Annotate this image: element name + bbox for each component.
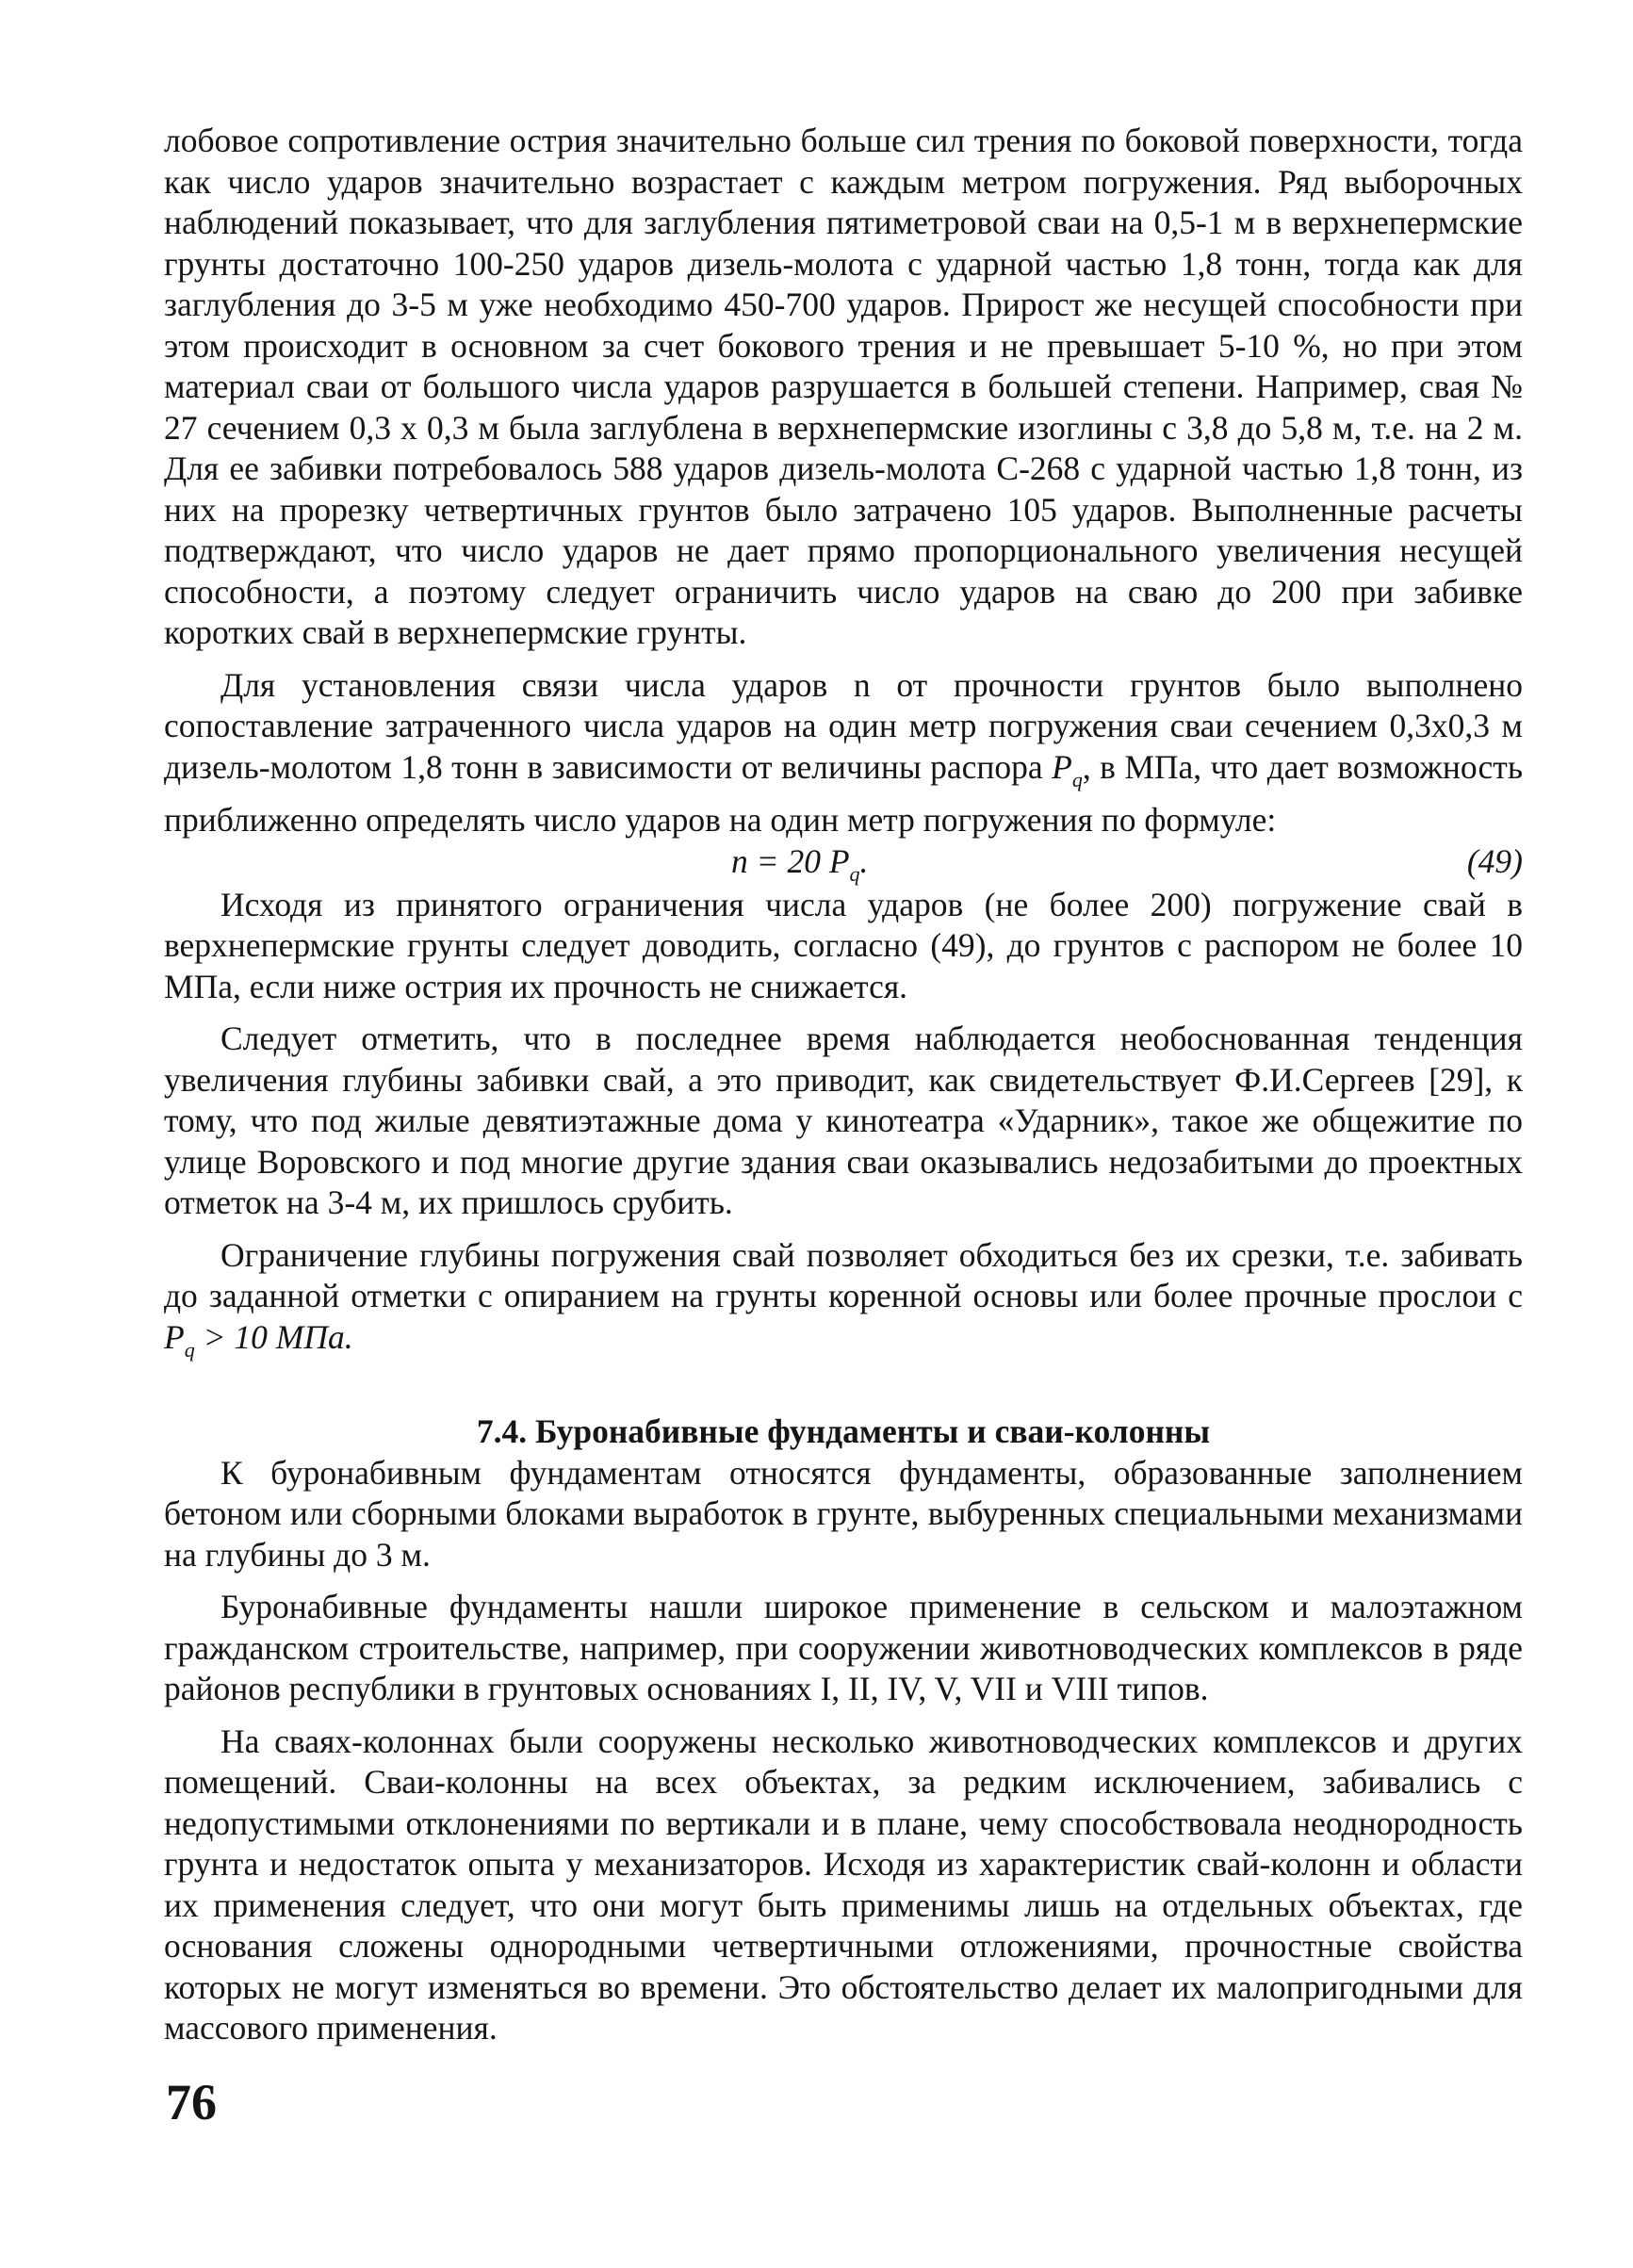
paragraph-text: Ограничение глубины погружения свай позволяет обходиться без их срезки, т.е. забивать до заданной отметки с опиранием на грунты коренной основы или более прочные прослои с xyxy=(164,1235,1523,1314)
formula-tail: . xyxy=(859,841,869,880)
page-number: 76 xyxy=(166,2074,217,2130)
paragraph-text: > 10 МПа. xyxy=(194,1317,353,1356)
paragraph xyxy=(164,1235,1523,1371)
pressure-symbol: P xyxy=(1052,747,1072,786)
paragraph-text: , в МПа, что дает возможность приближенно определять число ударов на один метр погружения по формуле: xyxy=(164,747,1524,839)
paragraph: Исходя из принятого ограничения числа ударов (не более 200) погружение свай в верхнепермские грунты следует доводить, согласно (49), до грунтов с распором не более 10 МПа, если ниже острия их прочность не снижается. xyxy=(164,885,1523,1005)
formula-49 xyxy=(164,841,1523,885)
formula-lhs: n = 20 xyxy=(731,841,829,880)
formula-symbol: P xyxy=(828,841,850,880)
section-title: 7.4. Буронабивные фундаменты и сваи-колонны xyxy=(476,1412,1211,1450)
pressure-symbol: P xyxy=(164,1317,185,1356)
pressure-subscript: q xyxy=(184,1337,195,1362)
paragraph-text: Для установления связи числа ударов n от прочности грунтов было выполнено сопоставление затраченного числа ударов на один метр погружения сваи сечением 0,3х0,3 м дизель-молотом 1,8 тонн в зависимости от величины распора xyxy=(164,665,1523,786)
formula-subscript: q xyxy=(849,861,860,886)
pressure-subscript: q xyxy=(1071,767,1083,791)
formula-expression xyxy=(731,841,868,895)
paragraph: лобовое сопротивление острия значительно больше сил трения по боковой поверхности, тогда как число ударов значительно возрастает с каждым метром погружения. Ряд выборочных наблюдений показывает, что для заглубления пятиметровой сваи на 0,5-1 м в верхнепермские грунты достаточно 100-250 ударов дизель-молота с ударной частью 1,8 тонн, тогда как для заглубления до 3-5 м уже необходимо 450-700 ударов. Прирост же несущей способности при этом происходит в основном за счет бокового трения и не превышает 5-10 %, но при этом материал сваи от большого числа ударов разрушается в большей степени. Например, свая № 27 сечением 0,3 х 0,3 м была заглублена в верхнепермские изоглины с 3,8 до 5,8 м, т.е. на 2 м. Для ее забивки потребовалось 588 ударов дизель-молота С-268 с ударной частью 1,8 тонн, из них на прорезку четвертичных грунтов было затрачено 105 ударов. Выполненные расчеты подтверждают, что число ударов не дает прямо пропорционального увеличения несущей способности, а поэтому следует ограничить число ударов на сваю до 200 при забивке коротких свай в верхнепермские грунты. xyxy=(164,122,1523,651)
paragraph: К буронабивным фундаментам относятся фундаменты, образованные заполнением бетоном или сборными блоками выработок в грунте, выбуренных специальными механизмами на глубины до 3 м. xyxy=(164,1453,1523,1574)
page-body xyxy=(164,121,1523,2049)
paragraph: Буронабивные фундаменты нашли широкое применение в сельском и малоэтажном гражданском строительстве, например, при сооружении животноводческих комплексов в ряде районов республики в грунтовых основаниях I, II, IV, V, VII и VIII типов. xyxy=(164,1588,1523,1707)
paragraph: На сваях-колоннах были сооружены несколько животноводческих комплексов и других помещений. Сваи-колонны на всех объектах, за редким исключением, забивались с недопустимыми отклонениями по вертикали и в плане, чему способствовала неоднородность грунта и недостаток опыта у механизаторов. Исходя из характеристик свай-колонн и области их применения следует, что они могут быть применимы лишь на отдельных объектах, где основания сложены однородными четвертичными отложениями, прочностные свойства которых не могут изменяться во времени. Это обстоятельство делает их малопригодными для массового применения. xyxy=(164,1721,1523,2047)
formula-number: (49) xyxy=(1466,841,1523,880)
paragraph: Следует отметить, что в последнее время наблюдается необоснованная тенденция увеличения глубины забивки свай, а это приводит, как свидетельствует Ф.И.Сергеев [29], к тому, что под жилые девятиэтажные дома у кинотеатра «Ударник», такое же общежитие по улице Воровского и под многие другие здания сваи оказывались недозабитыми до проектных отметок на 3-4 м, их пришлось срубить. xyxy=(164,1020,1523,1221)
paragraph xyxy=(164,665,1523,841)
